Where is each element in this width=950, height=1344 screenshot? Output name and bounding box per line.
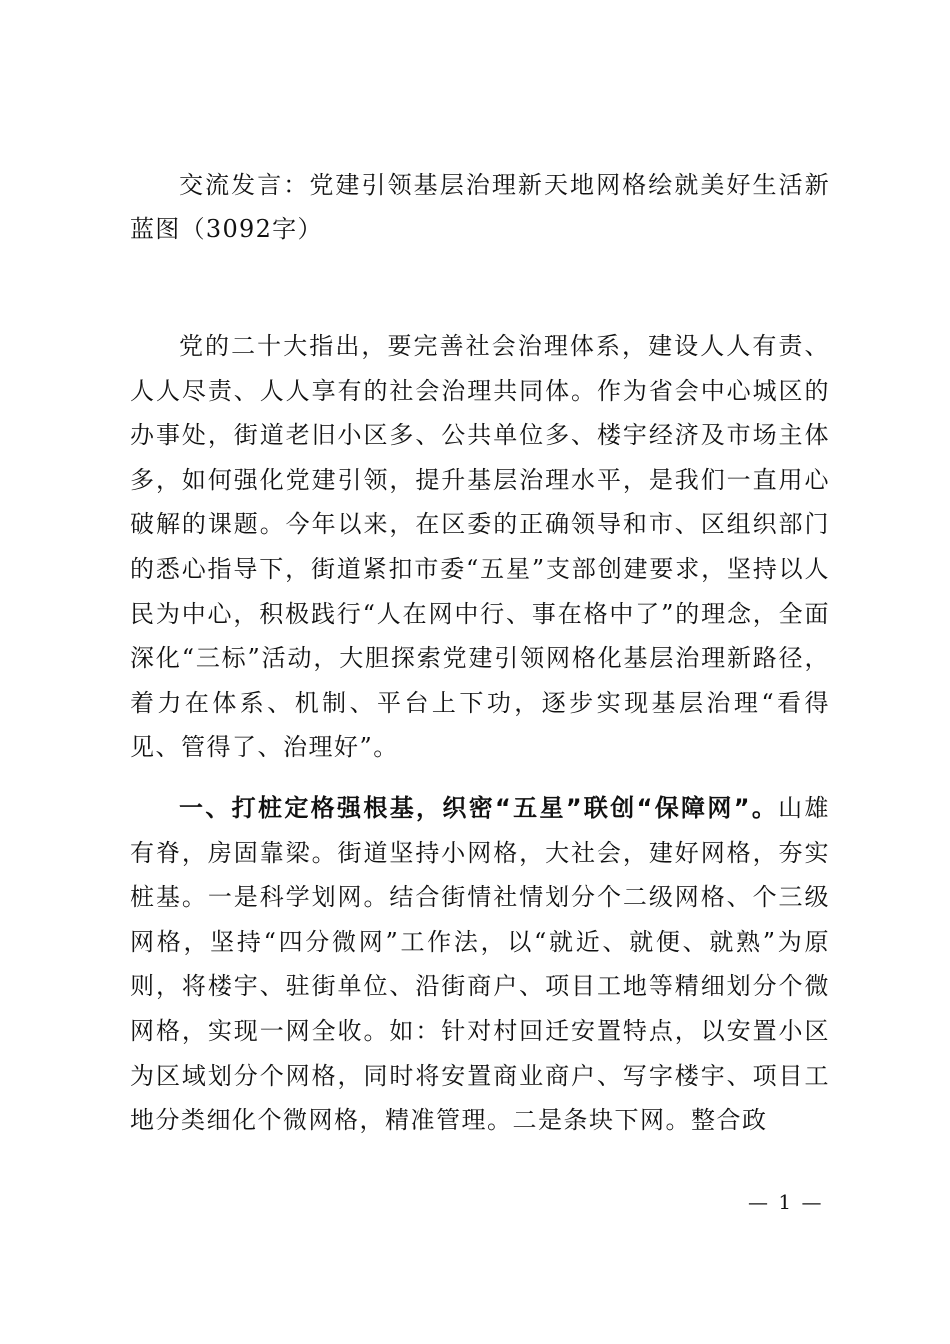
section-body-text: 山雄有脊，房固靠梁。街道坚持小网格，大社会，建好网格，夯实桩基。一是科学划网。结合街情社情划分个二级网格、个三级网格，坚持“四分微网”工作法，以“就近、就便、就熟”为原则，将楼宇、驻街单位、沿街商户、项目工地等精细划分个微网格，实现一网全收。如：针对村回迁安置特点，以安置小区为区域划分个网格，同时将安置商业商户、写字楼宇、项目工地分类细化个微网格，精准管理。二是条块下网。整合政 <box>130 794 831 1135</box>
body-paragraph-section-one <box>130 786 830 1143</box>
document-title: 交流发言：党建引领基层治理新天地网格绘就美好生活新蓝图（3092字） <box>130 171 830 243</box>
page-number: — 1 — <box>748 1190 824 1214</box>
section-heading: 一、打桩定格强根基，织密“五星”联创“保障网”。 <box>179 794 779 822</box>
body-paragraph-intro: 党的二十大指出，要完善社会治理体系，建设人人有责、人人尽责、人人享有的社会治理共同体。作为省会中心城区的办事处，街道老旧小区多、公共单位多、楼宇经济及市场主体多，如何强化党建引领，提升基层治理水平，是我们一直用心破解的课题。今年以来，在区委的正确领导和市、区组织部门的悉心指导下，街道紧扣市委“五星”支部创建要求，坚持以人民为中心，积极践行“人在网中行、事在格中了”的理念，全面深化“三标”活动，大胆探索党建引领网格化基层治理新路径，着力在体系、机制、平台上下功，逐步实现基层治理“看得见、管得了、治理好”。 <box>130 332 830 762</box>
